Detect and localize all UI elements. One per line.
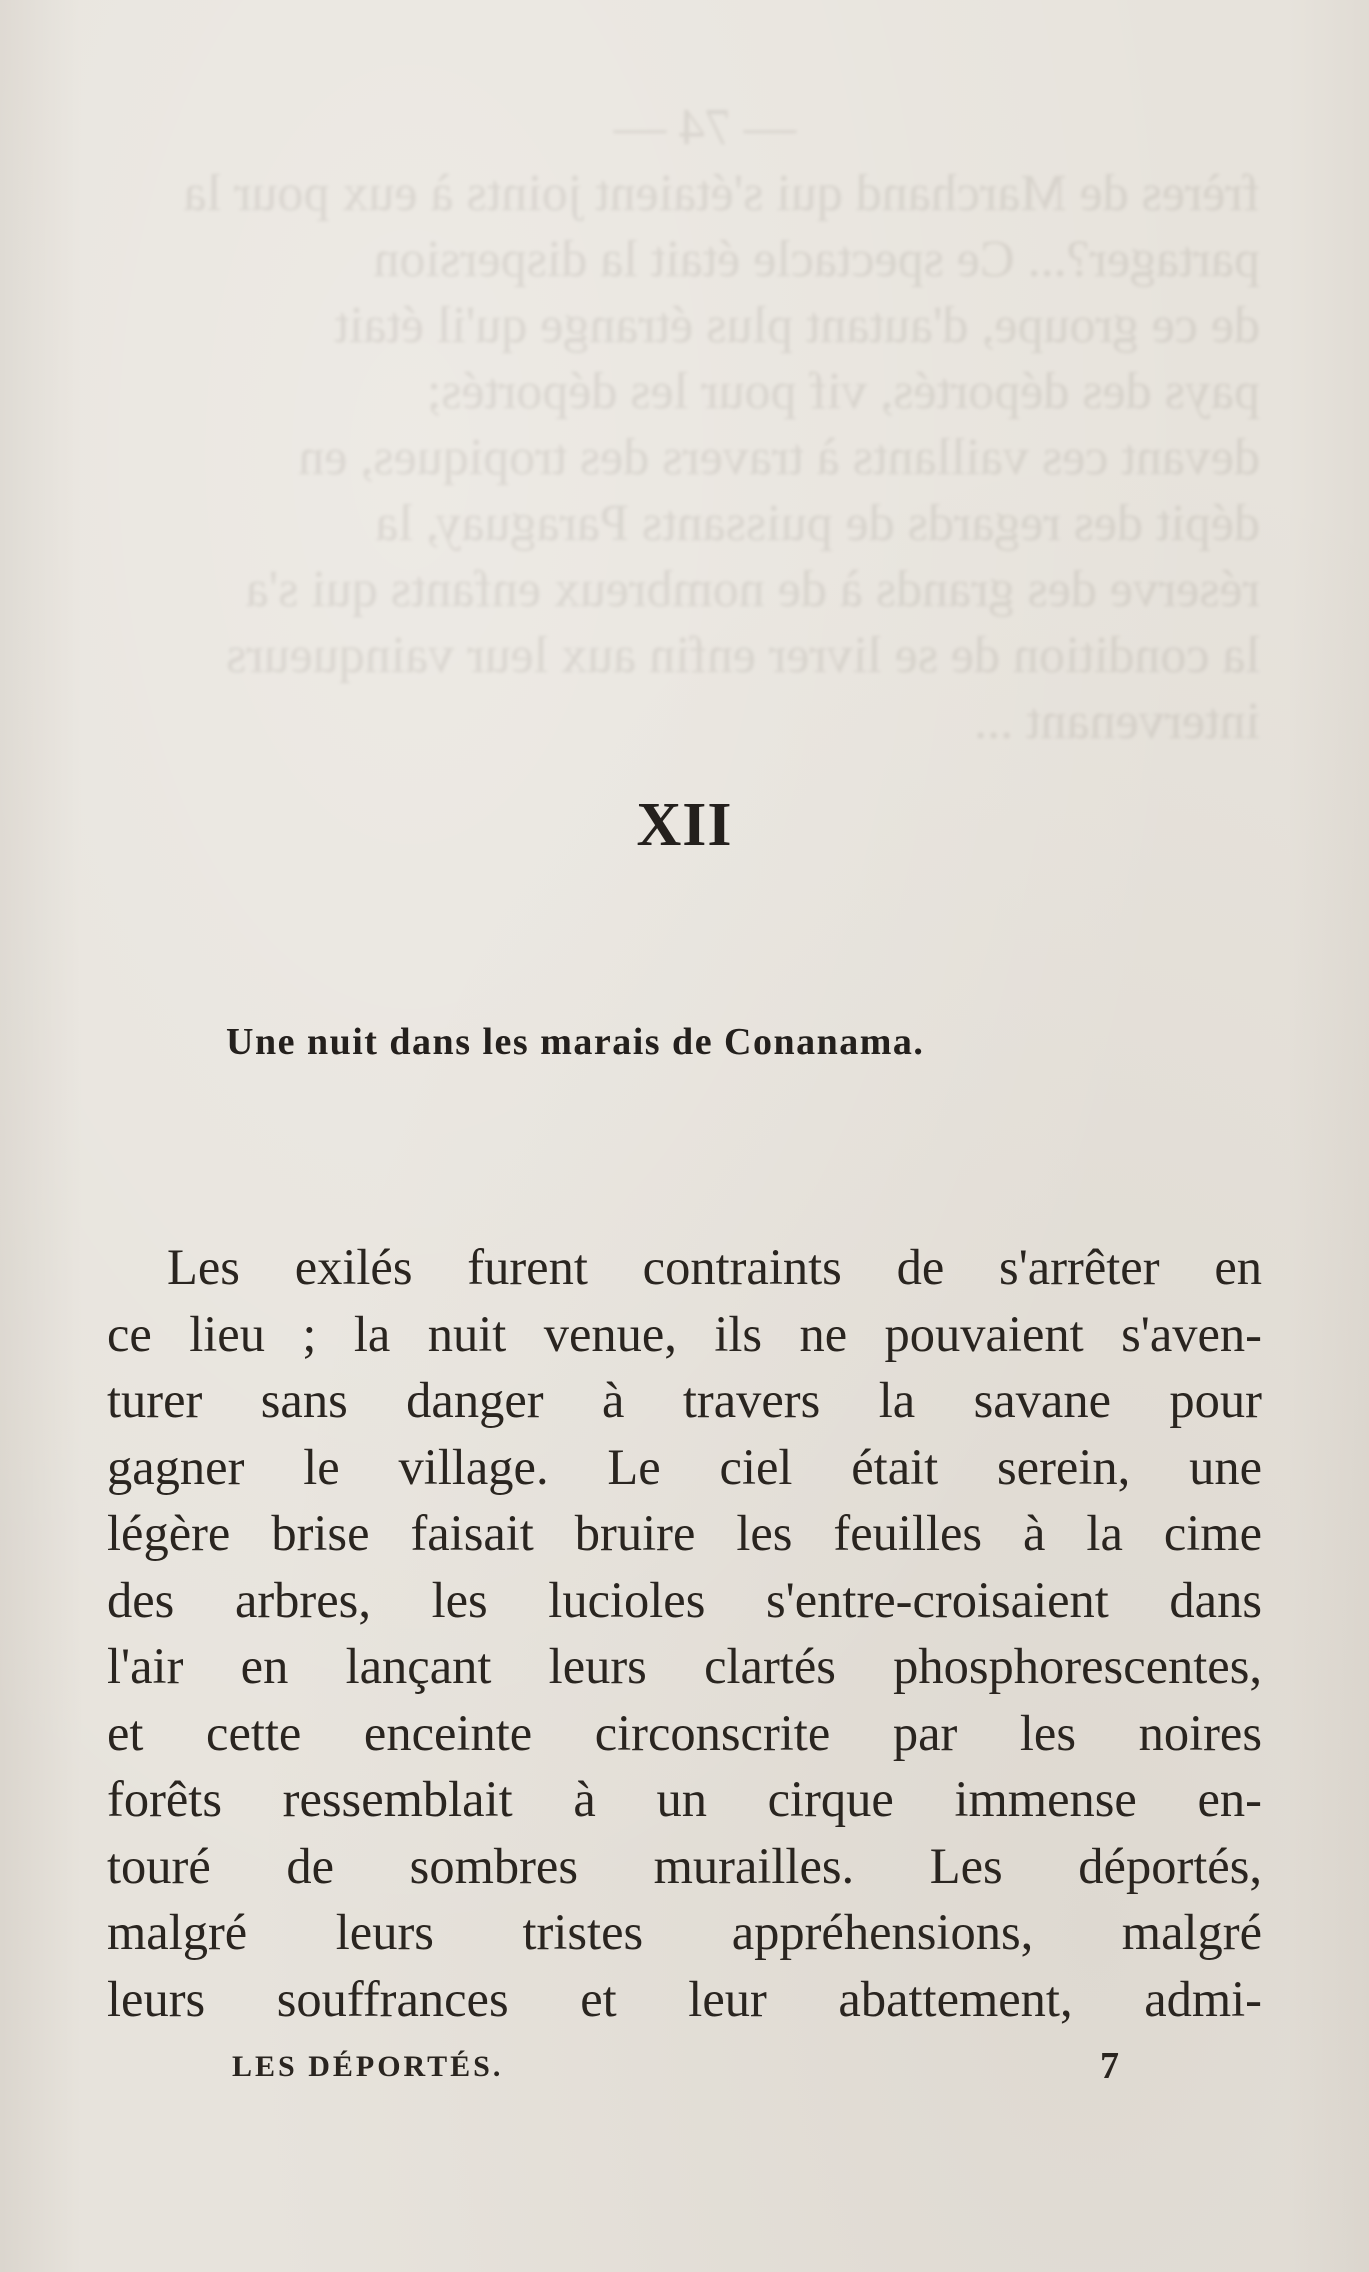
- text-line: leurs souffrances et leur abattement, admi-: [107, 1970, 1262, 2027]
- page-number: 7: [1100, 2045, 1119, 2087]
- chapter-number: XII: [636, 791, 733, 859]
- text-line: l'air en lançant leurs clartés phosphorescentes,: [107, 1638, 1262, 1694]
- bleed-through-line: intervenant ...: [974, 693, 1260, 750]
- text-line: malgré leurs tristes appréhensions, malgré: [107, 1904, 1262, 1960]
- bleed-through-line: — 74 —: [614, 99, 796, 156]
- bleed-through-line: partager?... Ce spectacle était la dispersion: [373, 231, 1260, 288]
- bleed-through-line: de ce groupe, d'autant plus étrange qu'il était: [334, 297, 1260, 354]
- text-line: touré de sombres murailles. Les déportés,: [107, 1837, 1262, 1894]
- bleed-through-line: dépit des regards de puissants Paraguay, la: [375, 495, 1260, 552]
- chapter-title: Une nuit dans les marais de Conanama.: [226, 1021, 925, 1063]
- text-line: Les exilés furent contraints de s'arrêter en: [167, 1239, 1262, 1295]
- bleed-through-line: devant ces vaillants à travers des tropiques, en: [298, 429, 1260, 486]
- footer-signature: LES DÉPORTÉS.: [232, 2050, 504, 2083]
- text-line: ce lieu ; la nuit venue, ils ne pouvaient s'aven-: [107, 1305, 1262, 1362]
- bleed-through-line: réserve des grands à de nombreux enfants qui s'a: [245, 561, 1260, 618]
- bleed-through-text: [150, 95, 1260, 755]
- text-line: turer sans danger à travers la savane pour: [107, 1372, 1262, 1428]
- bleed-through-line: pays des déportés, vif pour les déportés;: [426, 363, 1260, 420]
- bleed-through-line: frères de Marchand qui s'étaient joints à eux pour la: [183, 165, 1260, 222]
- text-line: gagner le village. Le ciel était serein, une: [107, 1438, 1262, 1495]
- text-line: forêts ressemblait à un cirque immense en-: [107, 1771, 1262, 1827]
- text-line: et cette enceinte circonscrite par les noires: [107, 1704, 1262, 1761]
- body-paragraph: [107, 1234, 1262, 2032]
- bleed-through-line: la condition de se livrer enfin aux leur vainqueurs: [226, 627, 1260, 684]
- text-line: légère brise faisait bruire les feuilles à la cime: [107, 1505, 1262, 1561]
- text-line: des arbres, les lucioles s'entre-croisaient dans: [107, 1571, 1262, 1628]
